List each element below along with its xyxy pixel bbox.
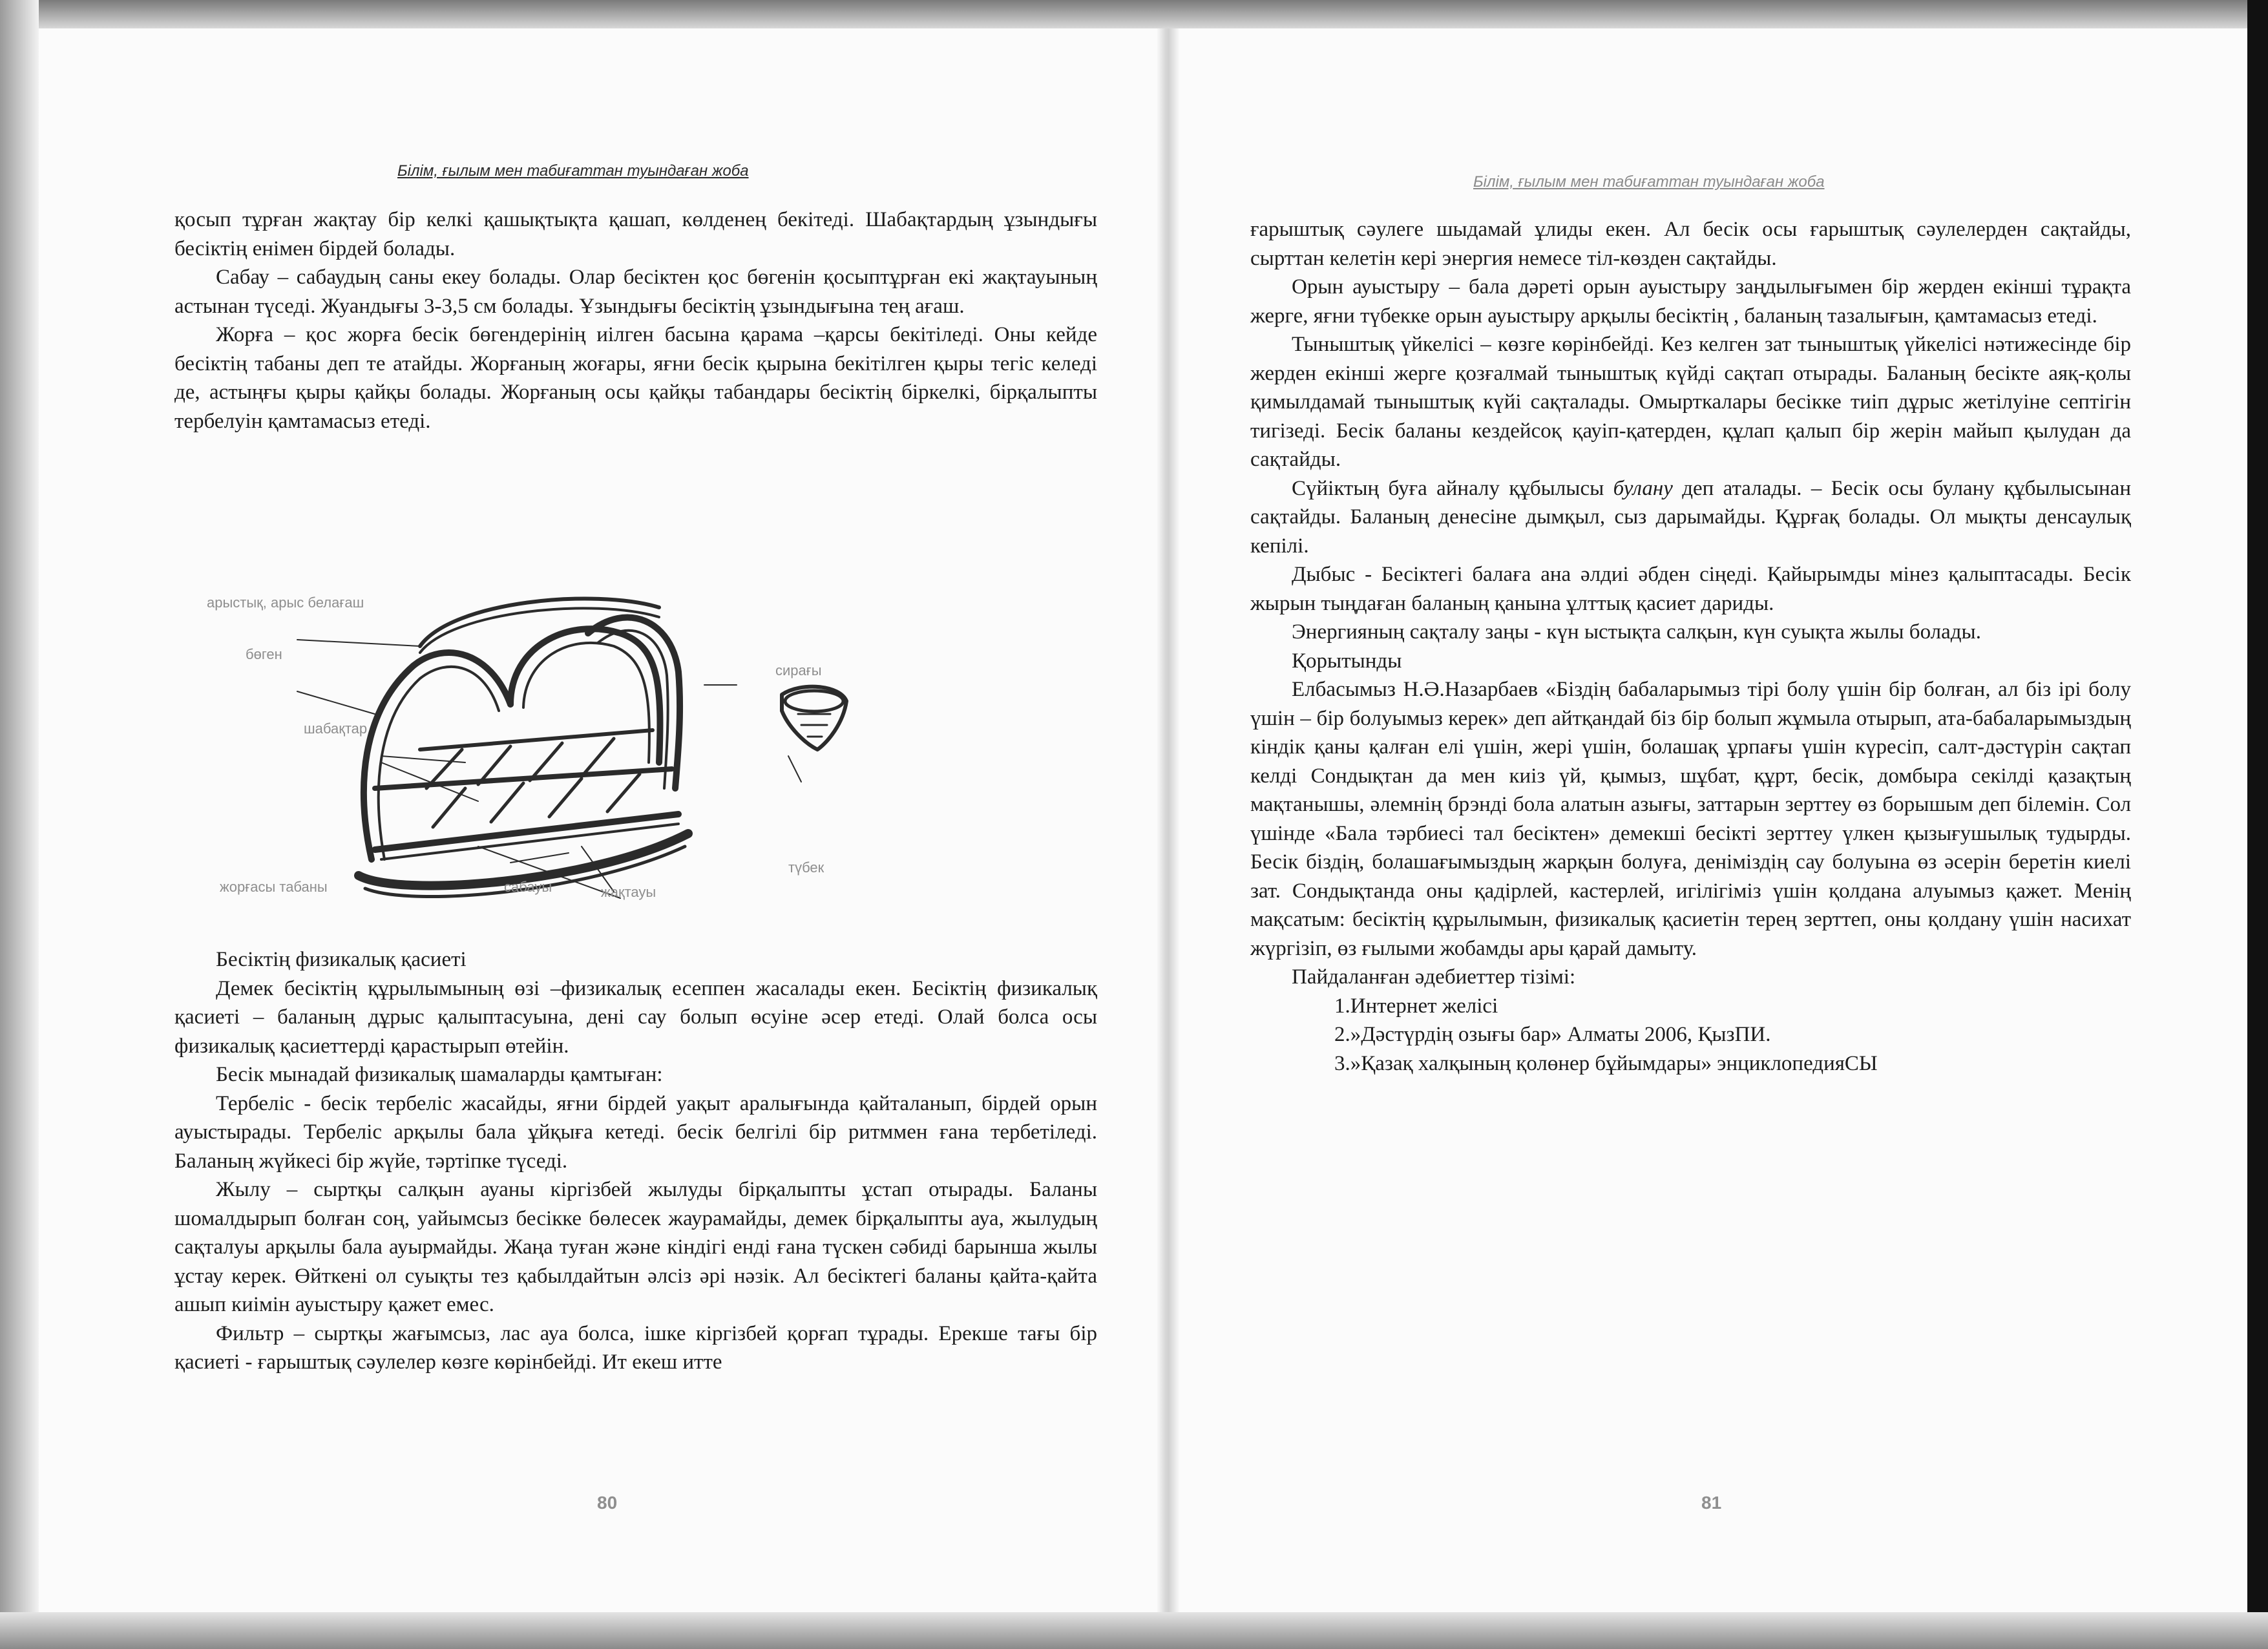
left-paragraph-zhorga: Жорға – қос жорға бесік бөгендерінің иілген басына қарама –қарсы бекітіледі. Оны кейде бесіктің табаны деп те атайды. Жорғаның жоғары, яғни бесік қырына бекітілген қыры тегіс келеді де, астыңғы қыры қайқы болады. Жорғаның осы қайқы табандары бесіктің біркелкі, бірқалыпты тербелуін қамтамасыз етеді. — [174, 323, 1097, 433]
right-paragraph-tynyshtyq: Тыныштық үйкелісі – көзге көрінбейді. Кез келген зат тыныштық үйкелісі нәтижесінде бір жерден екінші жерге қозғалмай тыныштық күйді сақтап отырады. Баланың бесікте аяқ-қолы қимылдамай тыныштық күйі сақталады. Омырткалары бесікке тиіп дұрыс жетілуіне септігін тигізеді. Бесік баланы кездейсоқ қауіп-қатерден, құлап қалып бір жерін майып қылудан да сақтайды. — [1250, 333, 2131, 471]
label-shabaq: шабақтар — [304, 720, 368, 737]
label-zhaqtau: жақтауы — [601, 884, 656, 900]
cradle-illustration — [207, 556, 1034, 918]
right-page-number: 81 — [1701, 1493, 1722, 1513]
scan-border-right — [2247, 0, 2268, 1649]
left-paragraph-demek: Демек бесіктің құрылымының өзі –физикалық есеппен жасалады екен. Бесіктің физикалық қасиеті – баланың дұрыс қалыптасуына, дені сау болып өсуіне әсер етеді. Олай болса осы физикалық қасиеттерді қарастырып өтейін. — [174, 976, 1097, 1058]
label-bogen: бөген — [246, 646, 282, 662]
scan-border-bottom — [0, 1612, 2268, 1649]
left-running-head: Білім, ғылым мен табиғаттан туындаған жоба — [397, 162, 749, 180]
right-paragraph-1: ғарыштық сәулеге шыдамай ұлиды екен. Ал бесік осы ғарыштық сәулелерден сақтайды, сырттан келетін кері энергия немесе тіл-көзден сақтайды. — [1250, 218, 2131, 270]
bulanu-before: Сүйіктың буға айналу құбылысы — [1292, 476, 1613, 500]
reference-item: 1.Интернет желісі — [1334, 994, 1498, 1018]
left-paragraph-terbelis: Тербеліс - бесік тербеліс жасайды, яғни бірдей уақыт аралығында қайталанып, бірдей орын ауыстырады. Тербеліс арқылы бала ұйқыға кетеді. бесік белгілі бір ритммен ғана тербетіледі. Баланың жүйкесі бір жүйе, тәртіпке түседі. — [174, 1091, 1097, 1173]
right-paragraph-energy: Энергияның сақталу заңы - күн ыстықта салқын, күн суықта жылы болады. — [1292, 620, 1981, 644]
left-page-number: 80 — [597, 1493, 618, 1513]
book-gutter — [1157, 28, 1180, 1612]
bulanu-italic: булану — [1613, 476, 1673, 500]
label-arys: арыстық, арыс белағаш — [207, 594, 364, 611]
right-paragraph-bulanu — [1250, 474, 2131, 561]
left-paragraph-zhylu: Жылу – сыртқы салқын ауаны кіргізбей жылуды бірқалыпты ұстап отырады. Баланы шомалдырып болған соң, уайымсыз бесікке бөлесек жаурамайды, демек бірқалыпты ауа, жылудың сақталуы арқылы бала ауырмайды. Жаңа туған және кіндігі енді ғана түскен сәбиді барынша жылы ұстау керек. Өйткені ол суықты тез қабылдайтын әлсіз әрі нәзік. Ал бесіктегі баланы қайта-қайта ашып киімін ауыстыру қажет емес. — [174, 1178, 1097, 1316]
left-bottom-text — [174, 945, 1097, 1377]
right-paragraph-oryn: Орын ауыстыру – бала дәреті орын ауыстыру заңдылығымен бір жерден екінші тұрақта жерге, яғни түбекке орын ауыстыру арқылы бесіктің , баланың тазалығын, қамтамасыз етеді. — [1250, 275, 2131, 328]
cradle-drawing — [297, 599, 846, 899]
right-text — [1250, 215, 2131, 1078]
reference-item: 3.»Қазақ халқының қолөнер бұйымдары» энциклопедияСЫ — [1334, 1051, 1878, 1075]
conclusion-paragraph: Елбасымыз Н.Ә.Назарбаев «Біздің бабаларымыз тірі болу үшін бір болған, ал біз ірі болу үшін – бір болуымыз керек» деп айтқандай біз бір болып жұмыла отырып, ата-бабаларымыздың кіндік қаны қалған елі үшін, жері үшін, болашақ ұрпағы үшін күресіп, салт-дәстүрін сақтап келді Сондықтан да мен киіз үй, қымыз, шұбат, құрт, бесік, домбыра секілді қазақтың мақтанышы, әлемнің брэнді бола алатын азығы, заттарын зерттеу өз борышым деп білемін. Сол үшінде «Бала тәрбиесі тал бесіктен» демекші бесікті зерттеу үлкен қызығушылық тудырды. Бесік біздің, болашағымыздың жарқын болуға, деніміздің сау болуына өз әсерін беретін киелі зат. Сондықтанда оны қадірлей, кастерлей, игілігіміз үшін қолдана алуымыз қажет. Менің мақсатым: бесіктің құрылымын, физикалық қасиетін терең зерттеп, оны қолдану үшін насихат жүргізіп, өз ғылыми жобамды ары қарай дамыту. — [1250, 678, 2131, 960]
left-paragraph-filter: Фильтр – сыртқы жағымсыз, лас ауа болса, ішке кіргізбей қорғап тұрады. Ерекше тағы бір қасиеті - ғарыштық сәулелер көзге көрінбейді. Ит екеш итте — [174, 1321, 1097, 1374]
right-paragraph-dybys: Дыбыс - Бесіктегі балаға ана әлдиі әбден сіңеді. Қайырымды мінез қалыптасады. Бесік жырын тыңдаған баланың қанына ұлттық қасиет дариды. — [1250, 563, 2131, 615]
scan-border-left — [0, 0, 39, 1649]
scan-border-top — [0, 0, 2268, 28]
references-title: Пайдаланған әдебиеттер тізімі: — [1292, 965, 1576, 989]
label-sirgy: сирағы — [775, 662, 822, 678]
conclusion-title: Қорытынды — [1292, 649, 1402, 673]
label-zhorga: жорғасы табаны — [220, 879, 328, 895]
label-tubek: түбек — [788, 859, 824, 876]
left-section-title: Бесіктің физикалық қасиеті — [216, 948, 467, 971]
left-top-text — [174, 205, 1097, 436]
reference-item: 2.»Дәстүрдің озығы бар» Алматы 2006, ҚызПИ. — [1334, 1023, 1771, 1046]
left-paragraph-1: қосып тұрған жақтау бір келкі қашықтықта қашап, көлденең бекітеді. Шабақтардың ұзындығы бесіктің енімен бірдей болады. — [174, 208, 1097, 260]
left-paragraph-quantities: Бесік мынадай физикалық шамаларды қамтыған: — [216, 1063, 663, 1086]
left-paragraph-sabau: Сабау – сабаудың саны екеу болады. Олар бесіктен қос бөгенін қосыптұрған екі жақтауының астынан түседі. Жуандығы 3-3,5 см болады. Ұзындығы бесіктің ұзындығына тең ағаш. — [174, 266, 1097, 318]
bulanu-after: деп аталады. – Бесік осы булану құбылысынан сақтайды. Баланың денесіне дымқыл, сыз дарымайды. Құрғақ болады. Ол мықты денсаулық кепілі. — [1250, 476, 2131, 558]
right-running-head: Білім, ғылым мен табиғаттан туындаған жоба — [1473, 173, 1825, 191]
label-sabau: сабауы — [504, 879, 552, 895]
